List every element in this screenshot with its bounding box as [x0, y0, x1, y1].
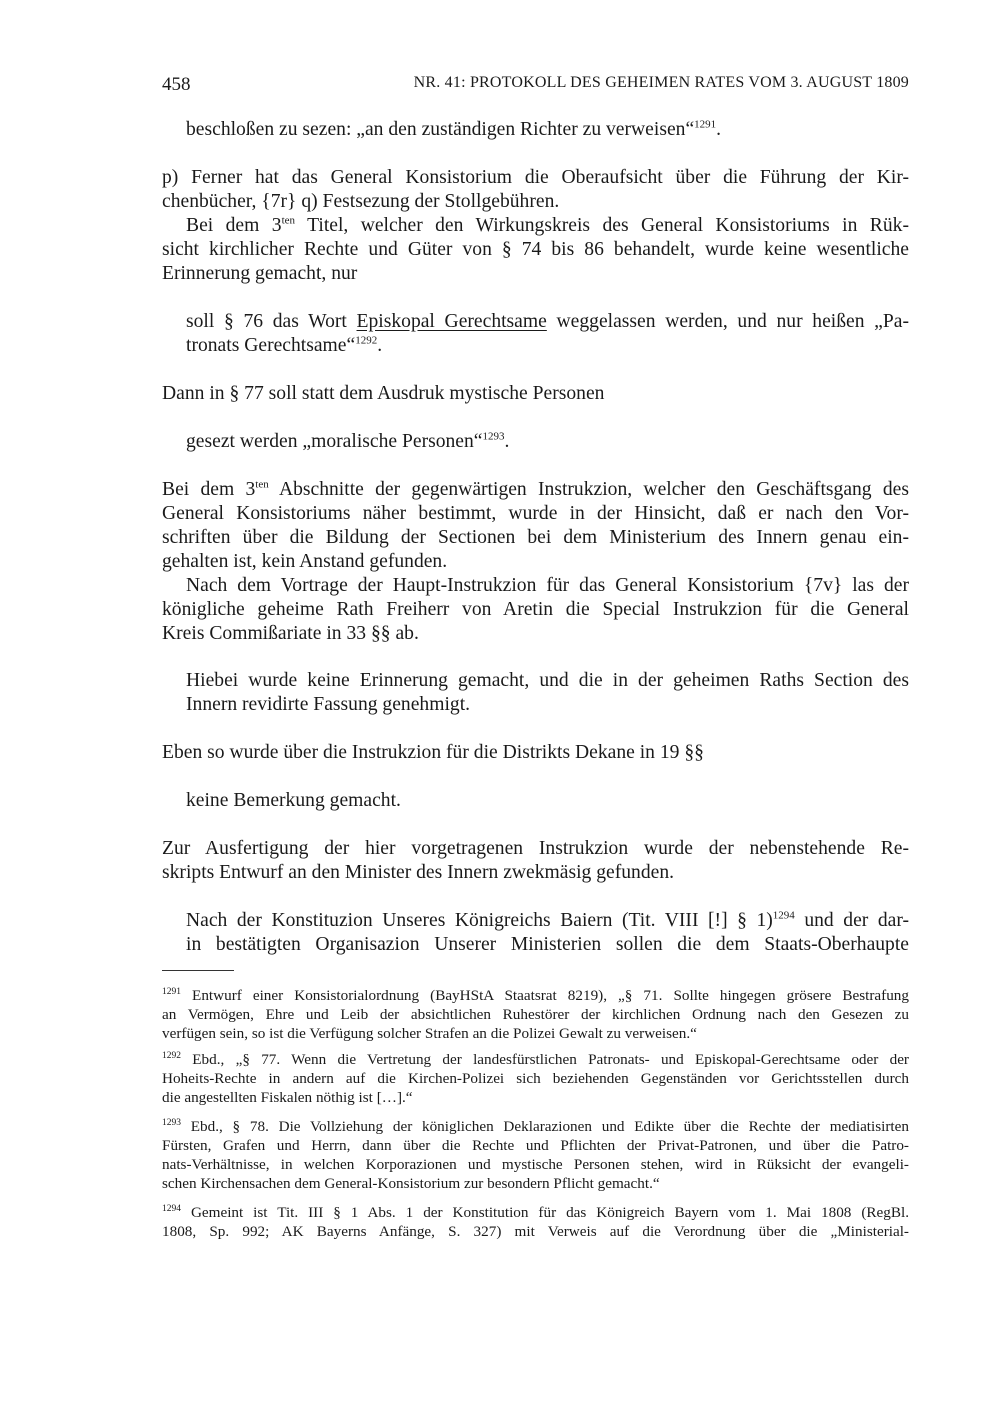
running-header-nr: NR. 41:: [413, 74, 470, 91]
running-header-title: PROTOKOLL DES GEHEIMEN RATES VOM 3. AUGUST 1809: [469, 74, 909, 91]
paragraph-6: gesezt werden „moralische Personen“$^{1293}$.: [186, 430, 510, 452]
footnote-1294: $^{1294}$ Gemeint ist Tit. III § 1 Abs. 1 der Konstitution für das Königreich Bayern vom 1. Mai 1808 (RegBl. 1808, Sp. 992; AK Bayerns Anfänge, S. 327) mit Verweis auf die Verordnung über die „Ministerial-: [162, 1203, 909, 1240]
footnote-ref-1294: 1294: [772, 909, 795, 922]
paragraph-9: Hiebei wurde keine Erinnerung gemacht, und die in der geheimen Raths Section des Innern revidirte Fassung genehmigt.: [186, 670, 909, 715]
footnote-1292: $^{1292}$ Ebd., „§ 77. Wenn die Vertretung der landesfürstlichen Patronats- und Episkopal-Gerechtsame oder der Hoheits-Rechte in andern auf die Kirchen-Polizei sich beziehenden Gegenständen vor Gerichtsstellen durch die angestellten Fiskalen nöthig ist […].“: [162, 1050, 909, 1106]
underlined-term: Episkopal Gerechtsame: [356, 311, 547, 332]
paragraph-8: Nach dem Vortrage der Haupt-Instrukzion für das General Konsistorium {7v} las der königliche geheime Rath Freiherr von Aretin die Special Instrukzion für die General Kreis Commißariate in 33 §§ ab.: [162, 575, 909, 644]
footnote-ref-1292: 1292: [355, 334, 378, 347]
footnote-ref-1293: 1293: [482, 430, 505, 443]
footnote-1291: $^{1291}$ Entwurf einer Konsistorialordnung (BayHStA Staatsrat 8219), „§ 71. Sollte hingegen grösere Bestrafung an Vermögen, Ehre und Leib der absichtlichen Ruhestörer der kirchlichen Ordnung nach den Gesezen zu verfügen sein, so ist die Verfügung solcher Strafen an die Polizei Gewalt zu verweisen.“: [162, 986, 909, 1042]
running-header: [414, 74, 909, 92]
footnote-separator: [162, 970, 234, 971]
paragraph-3: Bei dem $3^{ten}$ Titel, welcher den Wirkungskreis des General Konsistoriums in Rük- sicht kirchlicher Rechte und Güter von § 74 bis 86 behandelt, wurde keine wesentliche Erinnerung gemacht, nur: [162, 214, 909, 284]
page-number: 458: [162, 74, 191, 95]
paragraph-7: Bei dem $3^{ten}$ Abschnitte der gegenwärtigen Instrukzion, welcher den Geschäftsgang des General Konsistoriums näher bestimmt, wurde in der Hinsicht, daß er nach den Vor- schriften über die Bildung der Sectionen bei dem Ministerium des Innern genau ein- gehalten ist, kein Anstand gefunden.: [162, 478, 909, 572]
footnote-1293: $^{1293}$ Ebd., § 78. Die Vollziehung der königlichen Deklarazionen und Edikte über die Rechte der mediatisirten Fürsten, Grafen und Herrn, dann über die Rechte und Pflichten der Privat-Patronen, und über die Patro- nats-Verhältnisse, in welchen Korporazionen und mystische Personen stehen, wird in Rüksicht der evangeli- schen Kirchensachen dem General-Konsistorium zur besondern Pflicht gemacht.“: [162, 1117, 909, 1192]
footnote-ref-1291: 1291: [694, 118, 717, 131]
paragraph-2: p) Ferner hat das General Konsistorium die Oberaufsicht über die Führung der Kir- chenbücher, {7r} q) Festsezung der Stollgebühren.: [162, 167, 909, 212]
paragraph-10: Eben so wurde über die Instrukzion für die Distrikts Dekane in 19 §§: [162, 742, 704, 763]
paragraph-12: Zur Ausfertigung der hier vorgetragenen Instrukzion wurde der nebenstehende Re- skripts Entwurf an den Minister des Innern zwekmäsig gefunden.: [162, 838, 909, 883]
paragraph-1: beschloßen zu sezen: „an den zuständigen Richter zu verweisen“$^{1291}$.: [186, 118, 722, 140]
paragraph-5: Dann in § 77 soll statt dem Ausdruk mystische Personen: [162, 383, 605, 404]
paragraph-4: soll § 76 das Wort Episkopal Gerechtsame weggelassen werden, und nur heißen „Pa- tronats Gerechtsame“$^{1292}$.: [186, 311, 909, 356]
paragraph-11: keine Bemerkung gemacht.: [186, 790, 401, 811]
paragraph-13: Nach der Konstituzion Unseres Königreichs Baiern (Tit. VIII [!] § 1)$^{1294}$ und der dar- in bestätigten Organisazion Unserer Ministerien sollen die dem Staats-Oberhaupte: [186, 909, 909, 955]
